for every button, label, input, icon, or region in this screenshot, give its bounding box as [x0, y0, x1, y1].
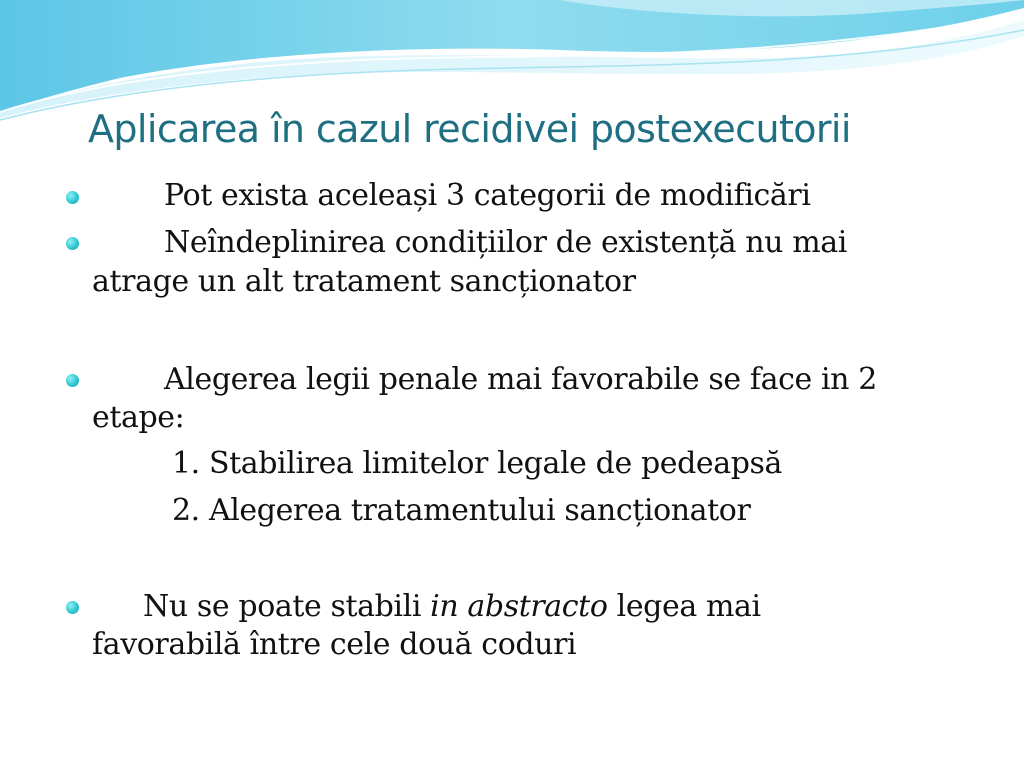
bullet-1-line-1: Pot exista aceleași 3 categorii de modificări	[164, 178, 811, 213]
bullet-4-line-1	[143, 589, 761, 625]
bullet-dot-icon	[66, 191, 79, 204]
bullet-3-subitem-1: 1. Stabilirea limitelor legale de pedeapsă	[172, 446, 783, 481]
bullet-dot-icon	[66, 374, 79, 387]
bullet-4-line-2: favorabilă între cele două coduri	[92, 627, 577, 662]
bullet-4-text-before: Nu se poate stabili	[143, 589, 431, 624]
bullet-4-italic-phrase: in abstracto	[430, 589, 608, 624]
bullet-dot-icon	[66, 237, 79, 250]
bullet-3-line-2: etape:	[92, 400, 185, 435]
bullet-2-line-2: atrage un alt tratament sancționator	[92, 264, 636, 299]
bullet-dot-icon	[66, 601, 79, 614]
bullet-2-line-1: Neîndeplinirea condițiilor de existență nu mai	[164, 225, 847, 260]
bullet-3-line-1: Alegerea legii penale mai favorabile se face in 2	[164, 362, 877, 397]
bullet-4-text-after: legea mai	[607, 589, 761, 624]
slide-title: Aplicarea în cazul recidivei postexecutorii	[88, 107, 851, 151]
bullet-3-subitem-2: 2. Alegerea tratamentului sancționator	[172, 493, 751, 528]
